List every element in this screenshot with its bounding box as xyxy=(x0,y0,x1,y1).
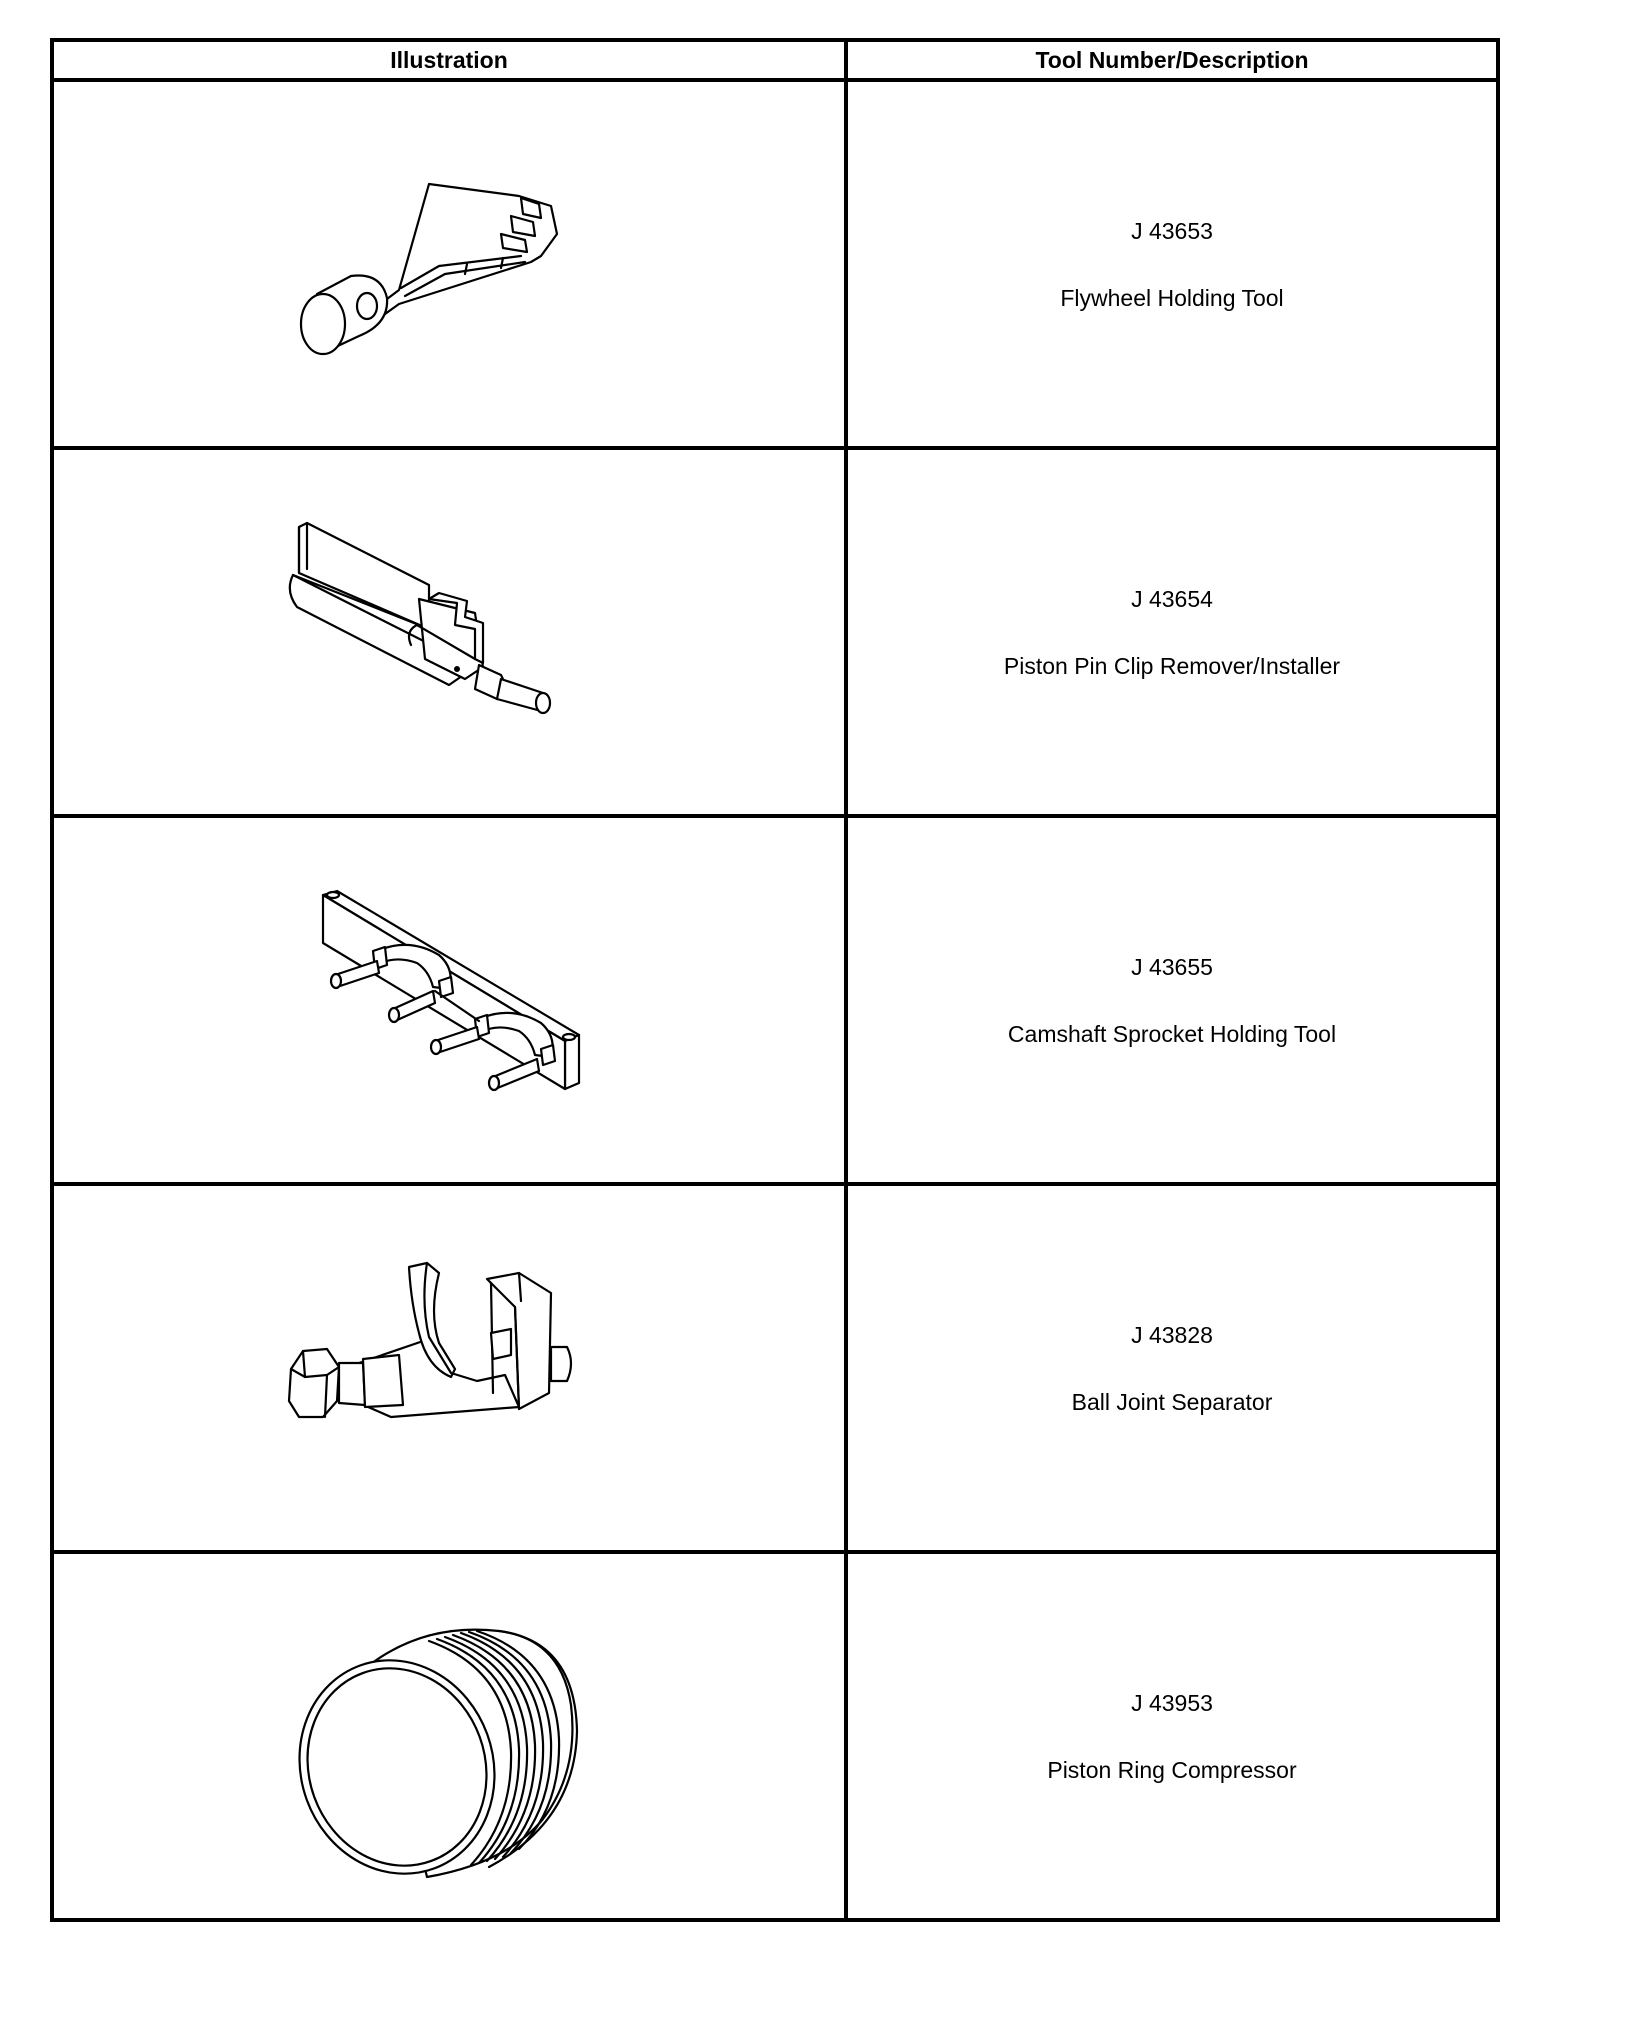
tool-description-cell xyxy=(846,80,1498,448)
table-row xyxy=(52,1184,1498,1552)
header-illustration: Illustration xyxy=(52,40,846,80)
tool-description: Flywheel Holding Tool xyxy=(1060,284,1284,311)
tool-description-cell xyxy=(846,816,1498,1184)
illustration-cell xyxy=(52,1552,846,1920)
illustration-cell xyxy=(52,816,846,1184)
camshaft-sprocket-holding-tool-icon xyxy=(279,885,619,1115)
tool-number: J 43828 xyxy=(1131,1321,1213,1348)
tool-description: Camshaft Sprocket Holding Tool xyxy=(1007,1020,1337,1047)
header-tool-number-description: Tool Number/Description xyxy=(846,40,1498,80)
flywheel-holding-tool-icon xyxy=(289,164,609,364)
table-row xyxy=(52,80,1498,448)
tool-description-cell xyxy=(846,448,1498,816)
piston-pin-clip-tool-icon xyxy=(279,517,619,747)
table-row xyxy=(52,448,1498,816)
tool-number: J 43655 xyxy=(1131,953,1213,980)
piston-ring-compressor-icon xyxy=(279,1581,619,1891)
special-tools-table xyxy=(50,38,1500,1922)
table-row xyxy=(52,816,1498,1184)
table-header-row xyxy=(52,40,1498,80)
table-row xyxy=(52,1552,1498,1920)
illustration-cell xyxy=(52,448,846,816)
tool-description-cell xyxy=(846,1552,1498,1920)
tool-description-cell xyxy=(846,1184,1498,1552)
tool-number: J 43654 xyxy=(1131,585,1213,612)
tool-number: J 43953 xyxy=(1131,1689,1213,1716)
tool-number: J 43653 xyxy=(1131,217,1213,244)
tool-description: Piston Ring Compressor xyxy=(1047,1756,1297,1783)
illustration-cell xyxy=(52,80,846,448)
illustration-cell xyxy=(52,1184,846,1552)
tool-description: Piston Pin Clip Remover/Installer xyxy=(1003,652,1341,679)
tool-description: Ball Joint Separator xyxy=(1071,1388,1273,1415)
ball-joint-separator-icon xyxy=(279,1253,619,1483)
